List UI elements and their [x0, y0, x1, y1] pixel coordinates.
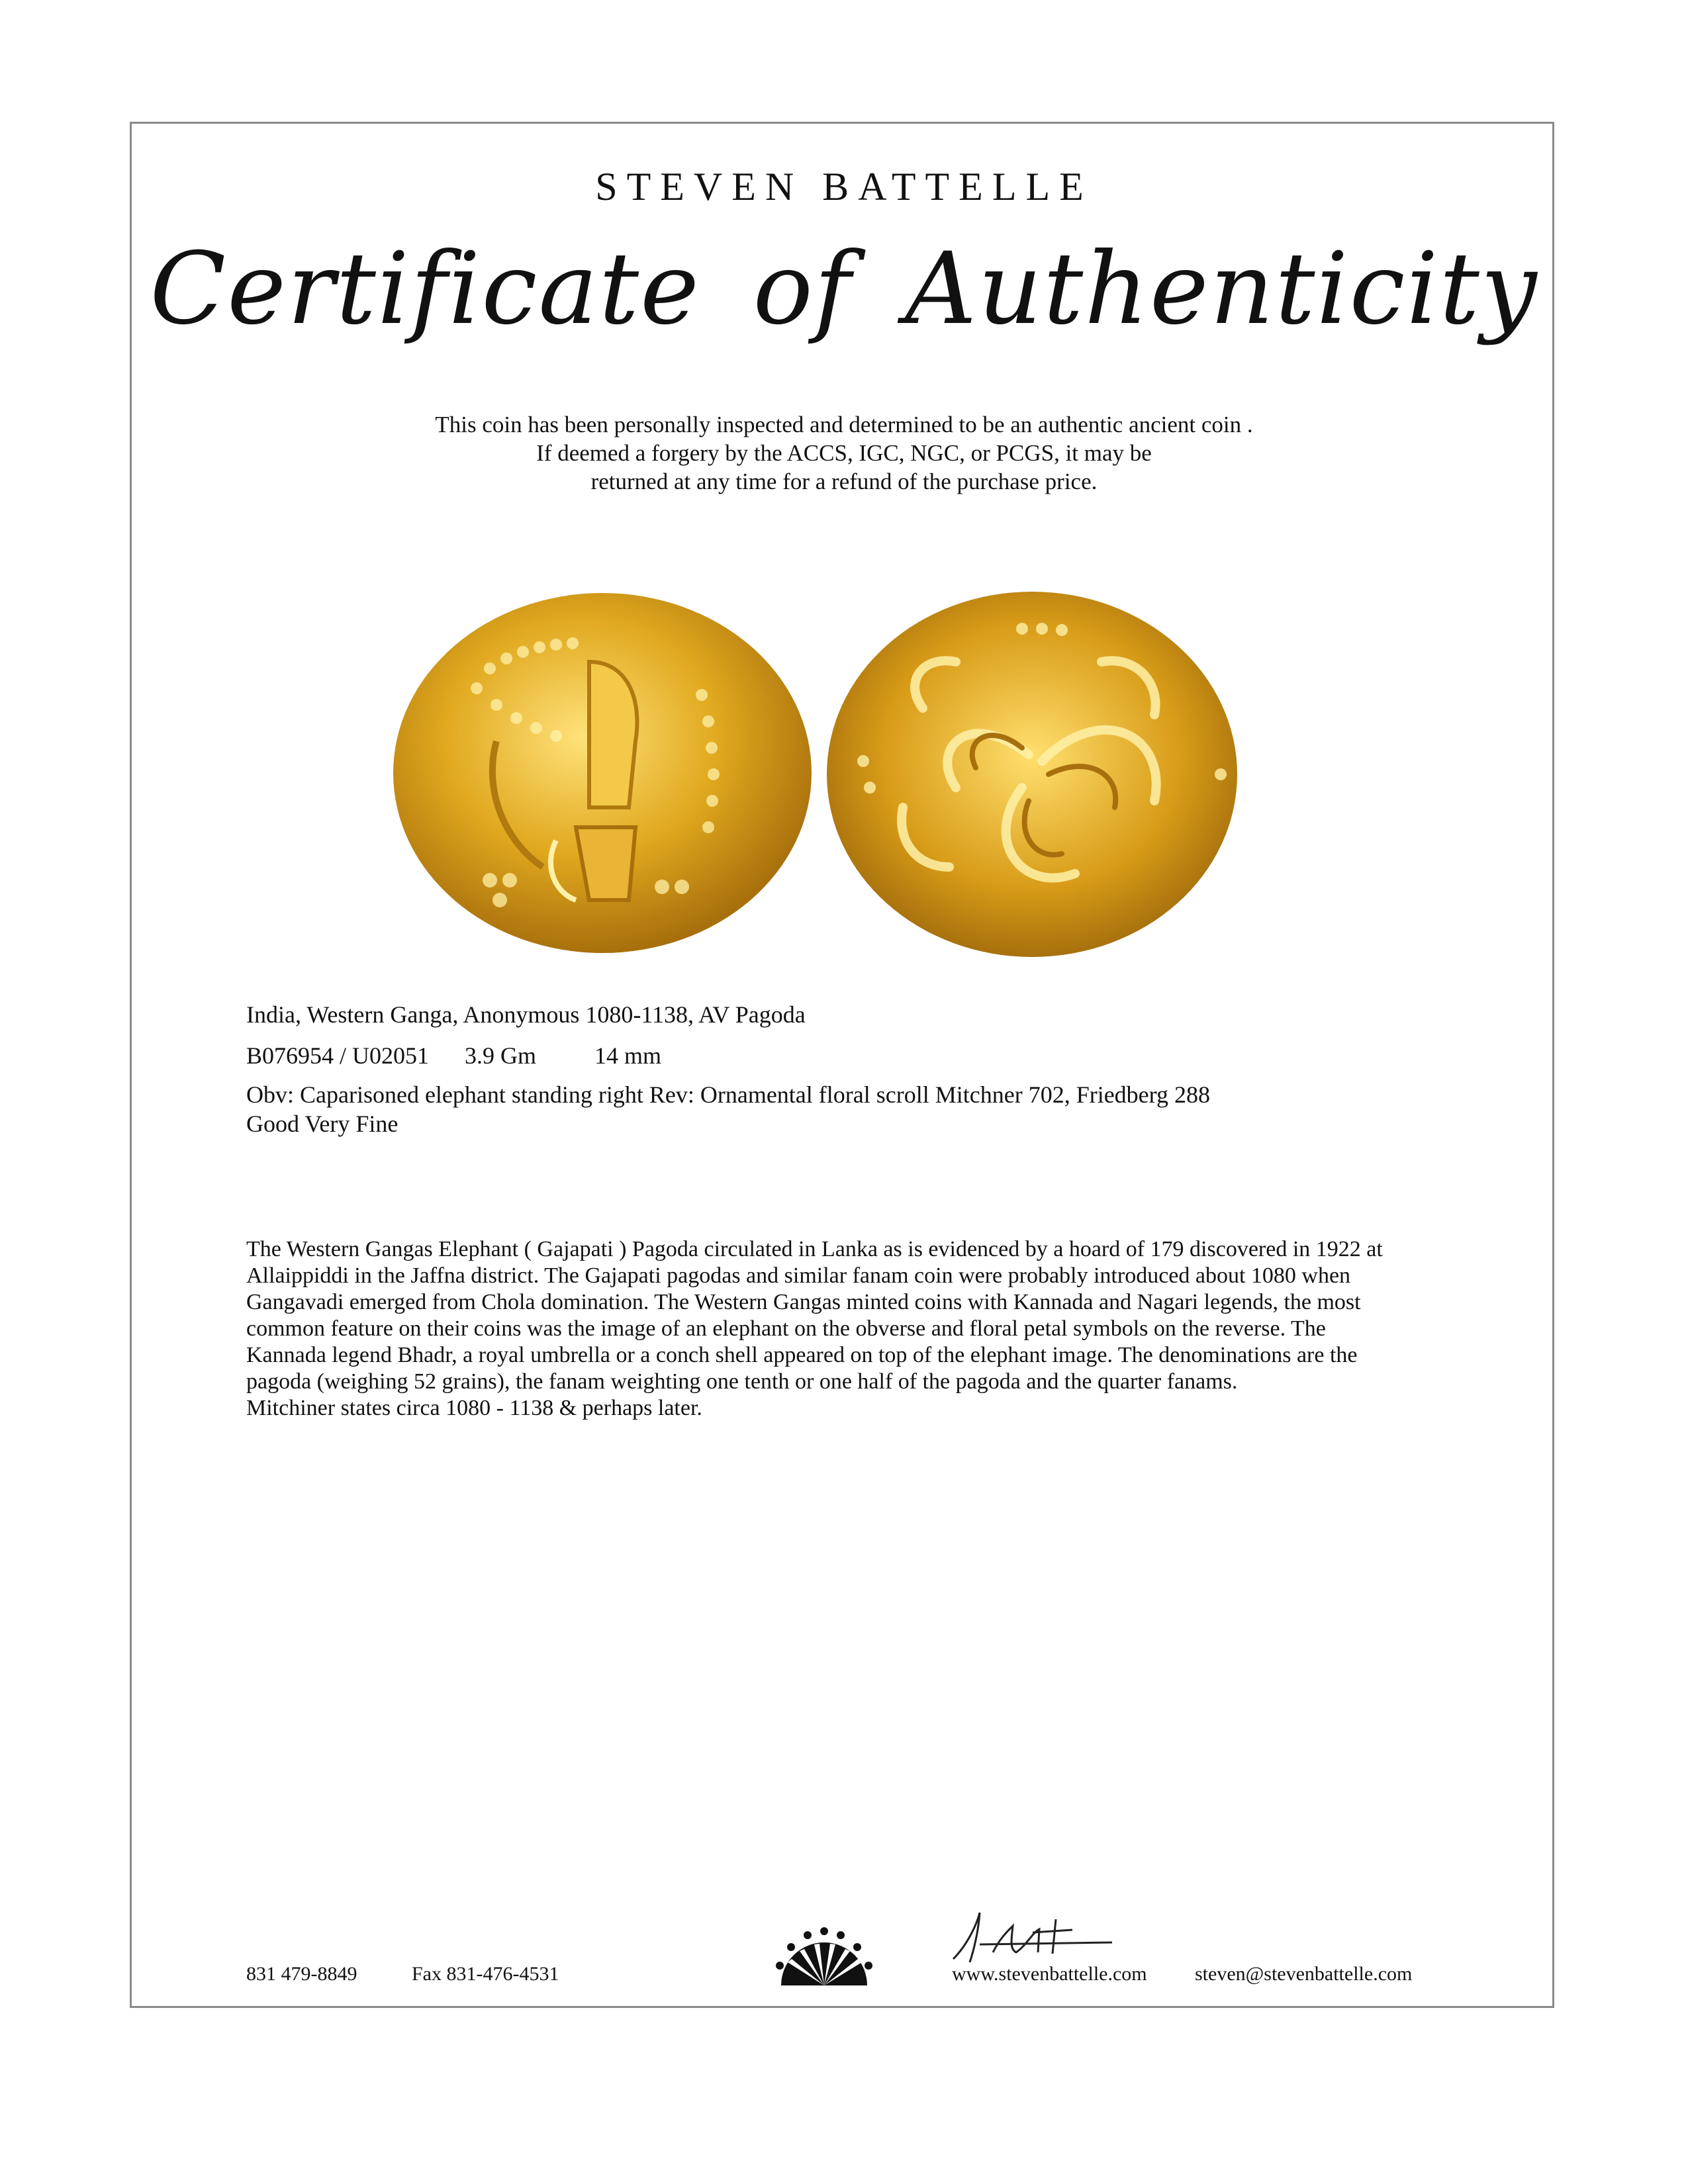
history-paragraph: The Western Gangas Elephant ( Gajapati ) Pagoda circulated in Lanka as is evidenced by a hoard of 179 discovered in 1922 at Allaippiddi in the Jaffna district. The Gajapati pagodas and similar fanam coin were probably introduced about 1080 when Gangavadi emerged from Chola domination. The Western Gangas minted coins with Kannada and Nagari legends, the most common feature on their coins was the image of an elephant on the obverse and floral petal symbols on the reverse. The Kannada legend Bhadr, a royal umbrella or a conch shell appeared on top of the elephant image. The denominations are the pagoda (weighing 52 grains), the fanam weighting one tenth or one half of the pagoda and the quarter fanams. [246, 1237, 1383, 1394]
coin-grade: Good Very Fine [246, 1111, 399, 1137]
guarantee-line: returned at any time for a refund of the purchase price. [590, 469, 1098, 494]
coin-details [246, 1080, 1210, 1138]
footer-email-link[interactable]: steven@stevenbattelle.com [1195, 1963, 1413, 1985]
signature-image [940, 1906, 1125, 1966]
coin-weight: 3.9 Gm [465, 1042, 537, 1069]
footer-phone: 831 479-8849 [246, 1963, 357, 1985]
footer-website-link[interactable]: www.stevenbattelle.com [952, 1963, 1147, 1985]
coin-size: 14 mm [594, 1042, 662, 1069]
guarantee-line: This coin has been personally inspected and determined to be an authentic ancient coin . [435, 412, 1253, 437]
coin-obverse-image [391, 589, 814, 956]
historical-notes [246, 1236, 1411, 1422]
dating-note: Mitchiner states circa 1080 - 1138 & perhaps later. [246, 1396, 702, 1420]
guarantee-statement [0, 410, 1688, 496]
footer-fax: Fax 831-476-4531 [412, 1963, 559, 1985]
sunburst-logo-icon [768, 1926, 880, 1992]
coin-title: India, Western Ganga, Anonymous 1080-1138, AV Pagoda [246, 1001, 806, 1028]
coin-images [391, 589, 1244, 960]
guarantee-line: If deemed a forgery by the ACCS, IGC, NGC, or PCGS, it may be [536, 440, 1152, 466]
brand-name: STEVEN BATTELLE [595, 165, 1093, 208]
coin-specs [246, 1042, 661, 1069]
inventory-number: B076954 / U02051 [246, 1042, 430, 1069]
coin-description: Obv: Caparisoned elephant standing right Rev: Ornamental floral scroll Mitchner 702, Friedberg 288 [246, 1081, 1210, 1108]
coin-reverse-image [823, 589, 1241, 960]
certificate-title: Certificate of Authenticity [150, 232, 1538, 347]
